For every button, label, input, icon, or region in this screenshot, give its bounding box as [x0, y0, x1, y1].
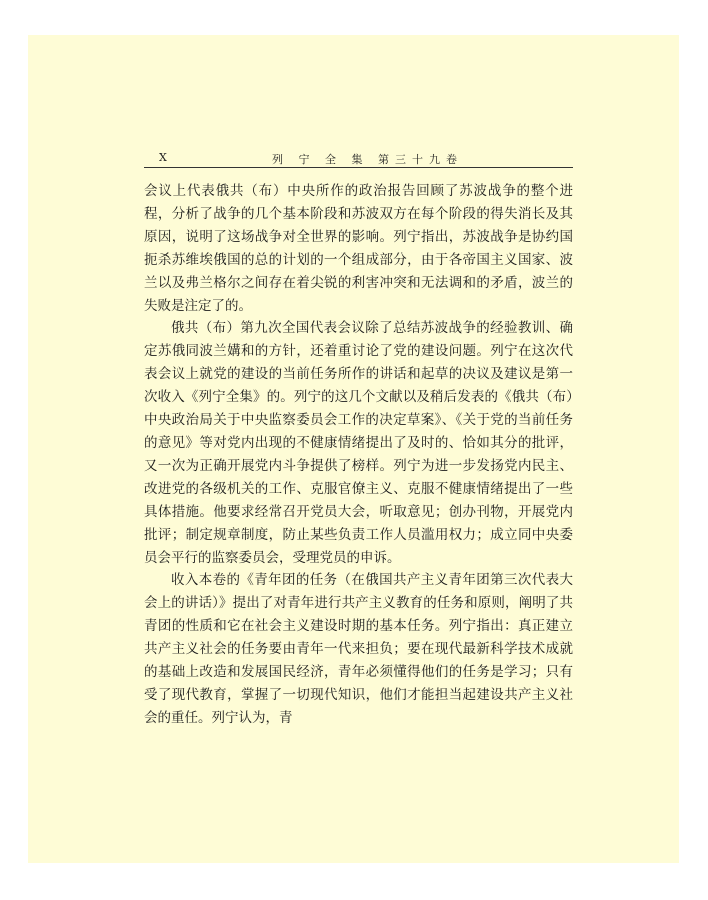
paragraph: 会议上代表俄共（布）中央所作的政治报告回顾了苏波战争的整个进程，分析了战争的几个基本阶段和苏波双方在每个阶段的得失消长及其原因，说明了这场战争对全世界的影响。列宁指出，苏波战争是协约国扼杀苏维埃俄国的总的计划的一个组成部分，由于各帝国主义国家、波兰以及弗兰格尔之间存在着尖锐的利害冲突和无法调和的矛盾，波兰的失败是注定了的。 [144, 183, 573, 314]
paragraph: 俄共（布）第九次全国代表会议除了总结苏波战争的经验教训、确定苏俄同波兰媾和的方针，还着重讨论了党的建设问题。列宁在这次代表会议上就党的建设的当前任务所作的讲话和起草的决议及建议是第一次收入《列宁全集》的。列宁的这几个文献以及稍后发表的《俄共（布）中央政治局关于中央监察委员会工作的决定草案》、《关于党的当前任务的意见》等对党内出现的不健康情绪提出了及时的、恰如其分的批评，又一次为正确开展党内斗争提供了榜样。列宁为进一步发扬党内民主、改进党的各级机关的工作、克服官僚主义、克服不健康情绪提出了一些具体措施。他要求经常召开党员大会，听取意见；创办刊物，开展党内批评；制定规章制度，防止某些负责工作人员滥用权力；成立同中央委员会平行的监察委员会，受理党员的申诉。 [144, 320, 573, 566]
running-title: 列 宁 全 集 第三十九卷 [272, 153, 463, 166]
paragraph: 收入本卷的《青年团的任务（在俄国共产主义青年团第三次代表大会上的讲话）》提出了对青年进行共产主义教育的任务和原则，阐明了共青团的性质和它在社会主义建设时期的基本任务。列宁指出：真正建立共产主义社会的任务要由青年一代来担负；要在现代最新科学技术成就的基础上改造和发展国民经济，青年必须懂得他们的任务是学习；只有受了现代教育，掌握了一切现代知识，他们才能担当起建设共产主义社会的重任。列宁认为，青 [144, 572, 573, 726]
page-number: X [159, 151, 167, 164]
running-header [144, 151, 573, 168]
body-text [144, 180, 573, 730]
